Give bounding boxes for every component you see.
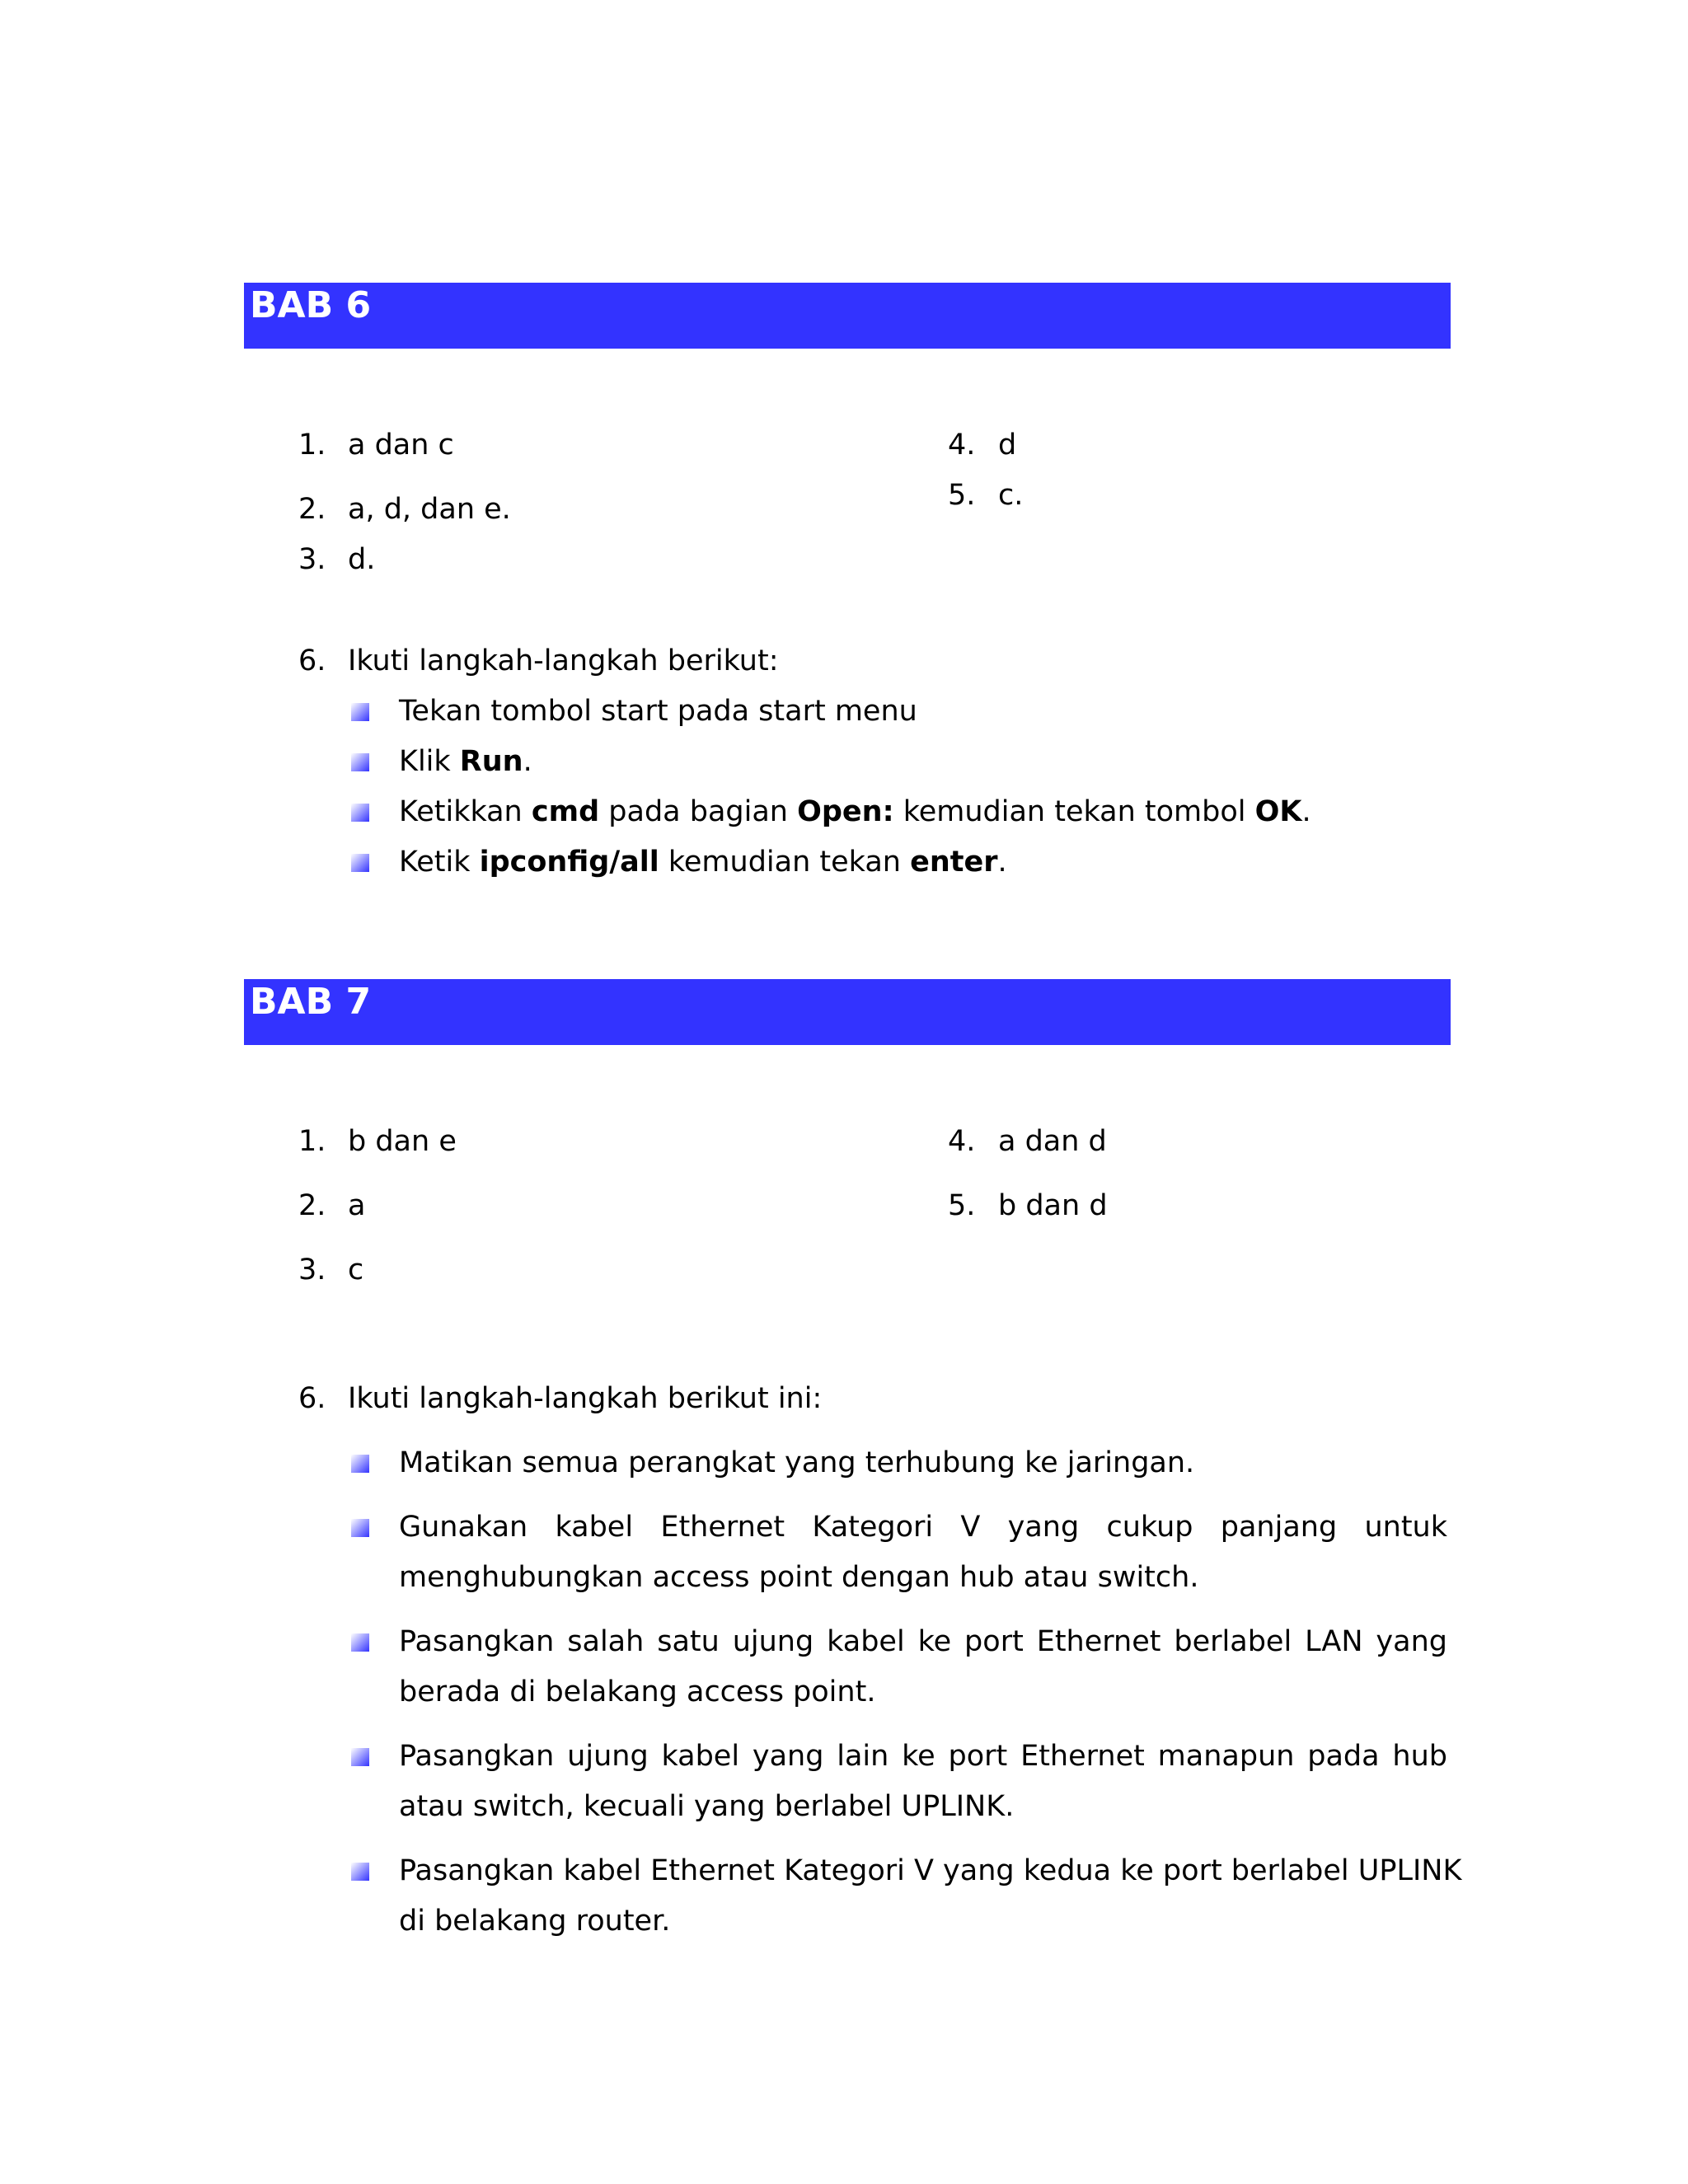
bullet-icon <box>351 854 369 872</box>
bab6-step-3-text-c: pada bagian <box>599 795 798 828</box>
bab7-heading: BAB 7 <box>250 981 372 1023</box>
bab6-step-1 <box>399 687 917 737</box>
bab7-answer-4: a dan d <box>998 1125 1107 1158</box>
bab7-answer-5-number: 5. <box>948 1189 976 1222</box>
bab6-answer-1: a dan c <box>348 429 454 462</box>
bab7-step-3 <box>399 1617 1447 1718</box>
bab6-answer-2-number: 2. <box>298 493 326 526</box>
bab6-step-4-text-c: kemudian tekan <box>659 846 911 879</box>
bab6-answer-5: c. <box>998 479 1024 512</box>
bullet-icon <box>351 1633 369 1652</box>
bab6-step-3-text-a: Ketikkan <box>399 795 532 828</box>
bullet-icon <box>351 753 369 771</box>
bab7-step-3-line-1: Pasangkan salah satu ujung kabel ke port Ethernet berlabel LAN yang <box>399 1625 1447 1658</box>
bab6-answer-5-number: 5. <box>948 479 976 512</box>
bab7-step-4-line-1: Pasangkan ujung kabel yang lain ke port Ethernet manapun pada hub <box>399 1740 1447 1773</box>
bab7-step-5-line-1: Pasangkan kabel Ethernet Kategori V yang kedua ke port berlabel UPLINK <box>399 1854 1462 1887</box>
bab6-step-4-bold-enter: enter <box>910 846 998 879</box>
bab7-step-4-line-2: atau switch, kecuali yang berlabel UPLINK. <box>399 1790 1015 1823</box>
bab6-step-3-bold-open: Open: <box>797 795 894 828</box>
bab6-step-3-bold-ok: OK <box>1254 795 1302 828</box>
bab6-step-2-text: Klik <box>399 745 460 778</box>
bullet-icon <box>351 1519 369 1537</box>
bab6-step-2 <box>399 737 532 787</box>
bab6-step-3 <box>399 787 1311 837</box>
bab7-answer-5: b dan d <box>998 1189 1108 1222</box>
bab6-step-4-bold-ipconfig: ipconfig/all <box>479 846 659 879</box>
bullet-icon <box>351 804 369 822</box>
bab7-answer-4-number: 4. <box>948 1125 976 1158</box>
bab7-answer-1-number: 1. <box>298 1125 326 1158</box>
bab6-step-2-bold: Run <box>459 745 523 778</box>
bab7-step-5-line-2: di belakang router. <box>399 1905 671 1938</box>
bab6-step-3-bold-cmd: cmd <box>531 795 600 828</box>
bab6-heading: BAB 6 <box>250 284 372 326</box>
bab7-step-1-text: Matikan semua perangkat yang terhubung ke jaringan. <box>399 1446 1195 1479</box>
bullet-icon <box>351 1863 369 1881</box>
bab6-step-4-text-a: Ketik <box>399 846 480 879</box>
bab7-heading-bar <box>244 979 1451 1045</box>
bab7-answer-3: c <box>348 1254 364 1286</box>
bab7-answer-1: b dan e <box>348 1125 457 1158</box>
bab6-answer-3-number: 3. <box>298 543 326 576</box>
bab6-step-3-text-e: kemudian tekan tombol <box>893 795 1255 828</box>
bab7-answer-2: a <box>348 1189 366 1222</box>
bab6-answer-2: a, d, dan e. <box>348 493 511 526</box>
bab7-step-3-line-2: berada di belakang access point. <box>399 1675 876 1708</box>
bab6-q6-intro: Ikuti langkah-langkah berikut: <box>348 644 779 677</box>
bullet-icon <box>351 1455 369 1473</box>
bab7-step-2-line-1: Gunakan kabel Ethernet Kategori V yang cukup panjang untuk <box>399 1511 1447 1544</box>
bab7-answer-2-number: 2. <box>298 1189 326 1222</box>
bab6-answer-3: d. <box>348 543 376 576</box>
bab6-q6-number: 6. <box>298 644 326 677</box>
bab6-step-3-end: . <box>1301 795 1311 828</box>
bab6-answer-4: d <box>998 429 1017 462</box>
bab7-step-2-line-2: menghubungkan access point dengan hub atau switch. <box>399 1561 1199 1594</box>
bab6-step-2-end: . <box>523 745 532 778</box>
bullet-icon <box>351 1748 369 1766</box>
bab7-q6-number: 6. <box>298 1382 326 1415</box>
bab6-step-4-end: . <box>997 846 1007 879</box>
bab6-answer-1-number: 1. <box>298 429 326 462</box>
bab7-answer-3-number: 3. <box>298 1254 326 1286</box>
bab7-step-5 <box>399 1846 1462 1947</box>
bab7-step-1 <box>399 1438 1194 1488</box>
bab6-step-4 <box>399 837 1007 888</box>
bab6-step-1-text: Tekan tombol start pada start menu <box>399 695 917 728</box>
bab6-heading-bar <box>244 283 1451 349</box>
bab6-answer-4-number: 4. <box>948 429 976 462</box>
bab7-step-2 <box>399 1502 1447 1603</box>
bullet-icon <box>351 703 369 721</box>
bab7-q6-intro: Ikuti langkah-langkah berikut ini: <box>348 1382 823 1415</box>
bab7-step-4 <box>399 1732 1447 1832</box>
